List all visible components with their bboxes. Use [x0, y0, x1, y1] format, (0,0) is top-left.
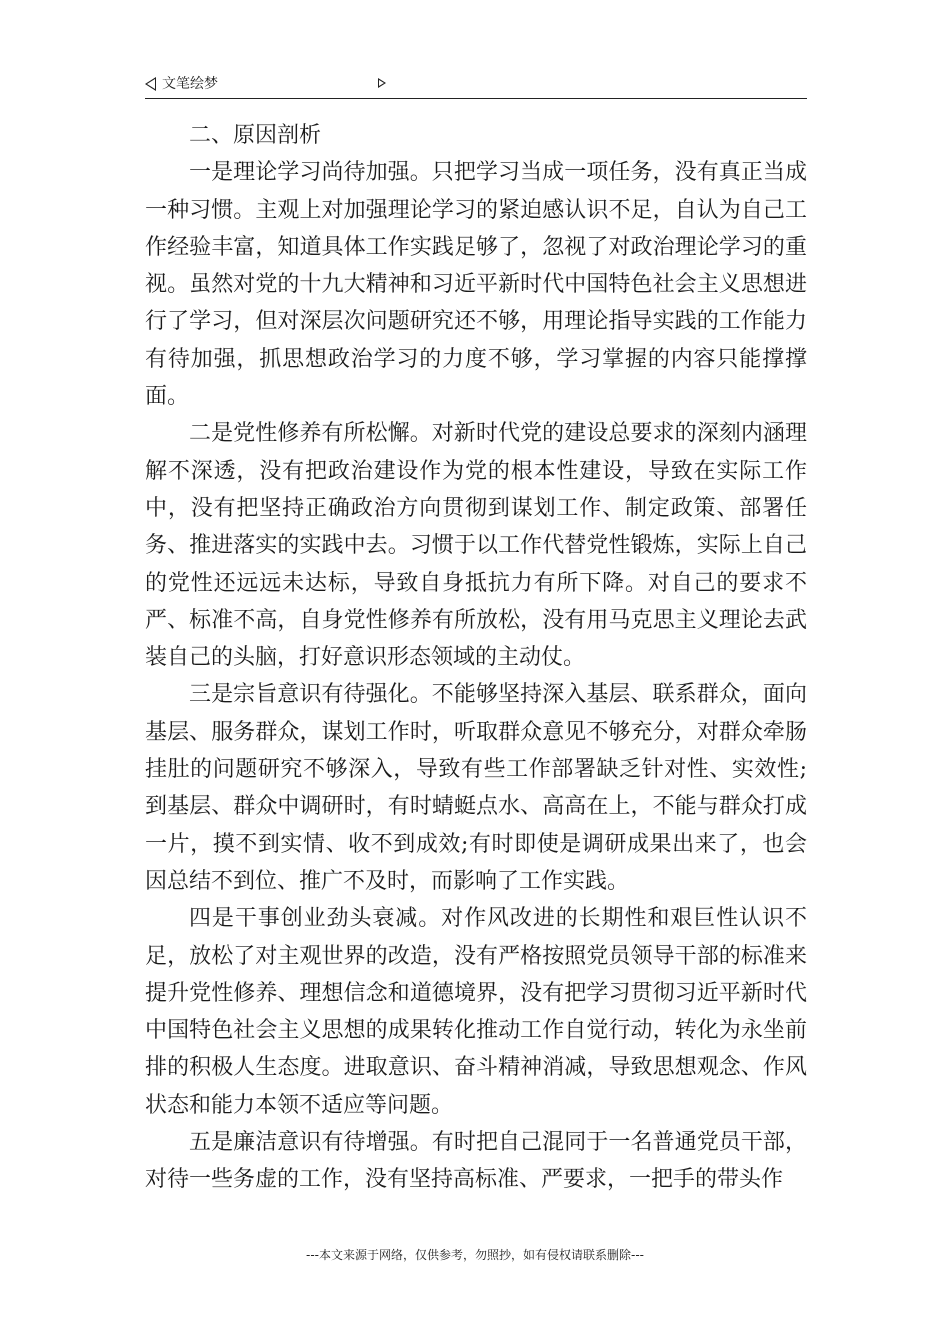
- paragraph-5: 五是廉洁意识有待增强。有时把自己混同于一名普通党员干部，对待一些务虚的工作，没有坚持高标准、严要求，一把手的带头作: [145, 1130, 807, 1193]
- paragraph-3: 三是宗旨意识有待强化。不能够坚持深入基层、联系群众，面向基层、服务群众，谋划工作时，听取群众意见不够充分，对群众牵肠挂肚的问题研究不够深入，导致有些工作部署缺乏针对性、实效性;到基层、群众中调研时，有时蜻蜓点水、高高在上，不能与群众打成一片，摸不到实情、收不到成效;有时即使是调研成果出来了，也会因总结不到位、推广不及时，而影响了工作实践。: [145, 682, 807, 894]
- header-brand: 文笔绘梦: [162, 76, 218, 92]
- paragraph-4: 四是干事创业劲头衰减。对作风改进的长期性和艰巨性认识不足，放松了对主观世界的改造，没有严格按照党员领导干部的标准来提升党性修养、理想信念和道德境界，没有把学习贯彻习近平新时代中国特色社会主义思想的成果转化推动工作自觉行动，转化为永坐前排的积极人生态度。进取意识、奋斗精神消减，导致思想观念、作风状态和能力本领不适应等问题。: [145, 906, 807, 1118]
- document-body: [145, 117, 807, 1199]
- paragraph-1: 一是理论学习尚待加强。只把学习当成一项任务，没有真正当成一种习惯。主观上对加强理论学习的紧迫感认识不足，自认为自己工作经验丰富，知道具体工作实践足够了，忽视了对政治理论学习的重视。虽然对党的十九大精神和习近平新时代中国特色社会主义思想进行了学习，但对深层次问题研究还不够，用理论指导实践的工作能力有待加强，抓思想政治学习的力度不够，学习掌握的内容只能撑撑面。: [145, 160, 807, 410]
- page-header: [145, 74, 807, 99]
- section-title: 二、原因剖析: [189, 123, 322, 148]
- left-triangle-icon: [145, 77, 156, 91]
- right-triangle-icon: [378, 78, 386, 88]
- paragraph-2: 二是党性修养有所松懈。对新时代党的建设总要求的深刻内涵理解不深透，没有把政治建设作为党的根本性建设，导致在实际工作中，没有把坚持正确政治方向贯彻到谋划工作、制定政策、部署任务、推进落实的实践中去。习惯于以工作代替党性锻炼，实际上自己的党性还远远未达标，导致自身抵抗力有所下降。对自己的要求不严、标准不高，自身党性修养有所放松，没有用马克思主义理论去武装自己的头脑，打好意识形态领域的主动仗。: [145, 421, 807, 671]
- page-footer: ---本文来源于网络，仅供参考，勿照抄，如有侵权请联系删除---: [306, 1248, 644, 1262]
